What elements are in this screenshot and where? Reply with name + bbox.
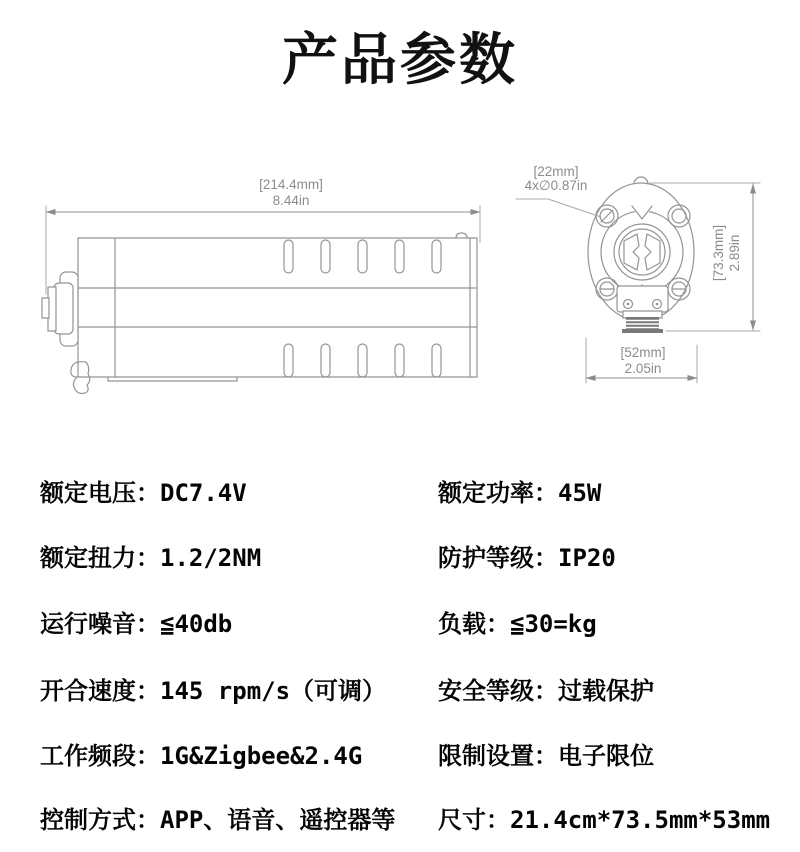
spec-control-method xyxy=(40,800,395,835)
spec-value: APP、语音、遥控器等 xyxy=(160,806,396,834)
spec-value: 过载保护 xyxy=(558,677,654,705)
spec-dimensions xyxy=(438,800,770,835)
hole-dimension-mm-label: [22mm] xyxy=(533,164,579,179)
spec-label: 控制方式： xyxy=(40,806,160,834)
spec-rated-power xyxy=(438,473,601,508)
height-dimension-in-label: 2.89in xyxy=(727,234,742,272)
spec-protection-rating xyxy=(438,538,616,573)
spec-safety-level xyxy=(438,671,654,706)
spec-value: DC7.4V xyxy=(160,479,247,507)
spec-value: 145 rpm/s（可调） xyxy=(160,677,387,705)
spec-label: 额定电压： xyxy=(40,479,160,507)
spec-value: 21.4cm*73.5mm*53mm xyxy=(510,806,771,834)
spec-label: 额定功率： xyxy=(438,479,558,507)
spec-value: 电子限位 xyxy=(558,742,654,770)
spec-label: 限制设置： xyxy=(438,742,558,770)
spec-label: 负载： xyxy=(438,610,510,638)
page-title: 产品参数 xyxy=(282,28,518,93)
spec-label: 开合速度： xyxy=(40,677,160,705)
spec-value: IP20 xyxy=(558,544,616,572)
spec-running-noise xyxy=(40,604,232,639)
spec-value: 45W xyxy=(558,479,602,507)
spec-working-band xyxy=(40,736,362,771)
spec-open-close-speed xyxy=(40,671,386,706)
width-dimension-in-label: 2.05in xyxy=(624,361,662,376)
spec-load xyxy=(438,604,597,639)
spec-limit-setting xyxy=(438,736,654,771)
hole-dimension-in-label: 4x∅0.87in xyxy=(524,178,588,193)
spec-value: ≦30=kg xyxy=(510,610,597,638)
spec-label: 尺寸： xyxy=(438,806,510,834)
width-dimension-mm-label: [52mm] xyxy=(620,345,666,360)
spec-label: 工作频段： xyxy=(40,742,160,770)
spec-label: 运行噪音： xyxy=(40,610,160,638)
spec-label: 额定扭力： xyxy=(40,544,160,572)
length-dimension-mm-label: [214.4mm] xyxy=(259,177,323,192)
height-dimension-mm-label: [73.3mm] xyxy=(711,224,726,282)
spec-rated-torque xyxy=(40,538,261,573)
spec-label: 防护等级： xyxy=(438,544,558,572)
length-dimension-in-label: 8.44in xyxy=(272,193,310,208)
spec-value: ≦40db xyxy=(160,610,233,638)
spec-value: 1.2/2NM xyxy=(160,544,262,572)
spec-rated-voltage xyxy=(40,473,247,508)
spec-label: 安全等级： xyxy=(438,677,558,705)
spec-value: 1G&Zigbee&2.4G xyxy=(160,742,363,770)
